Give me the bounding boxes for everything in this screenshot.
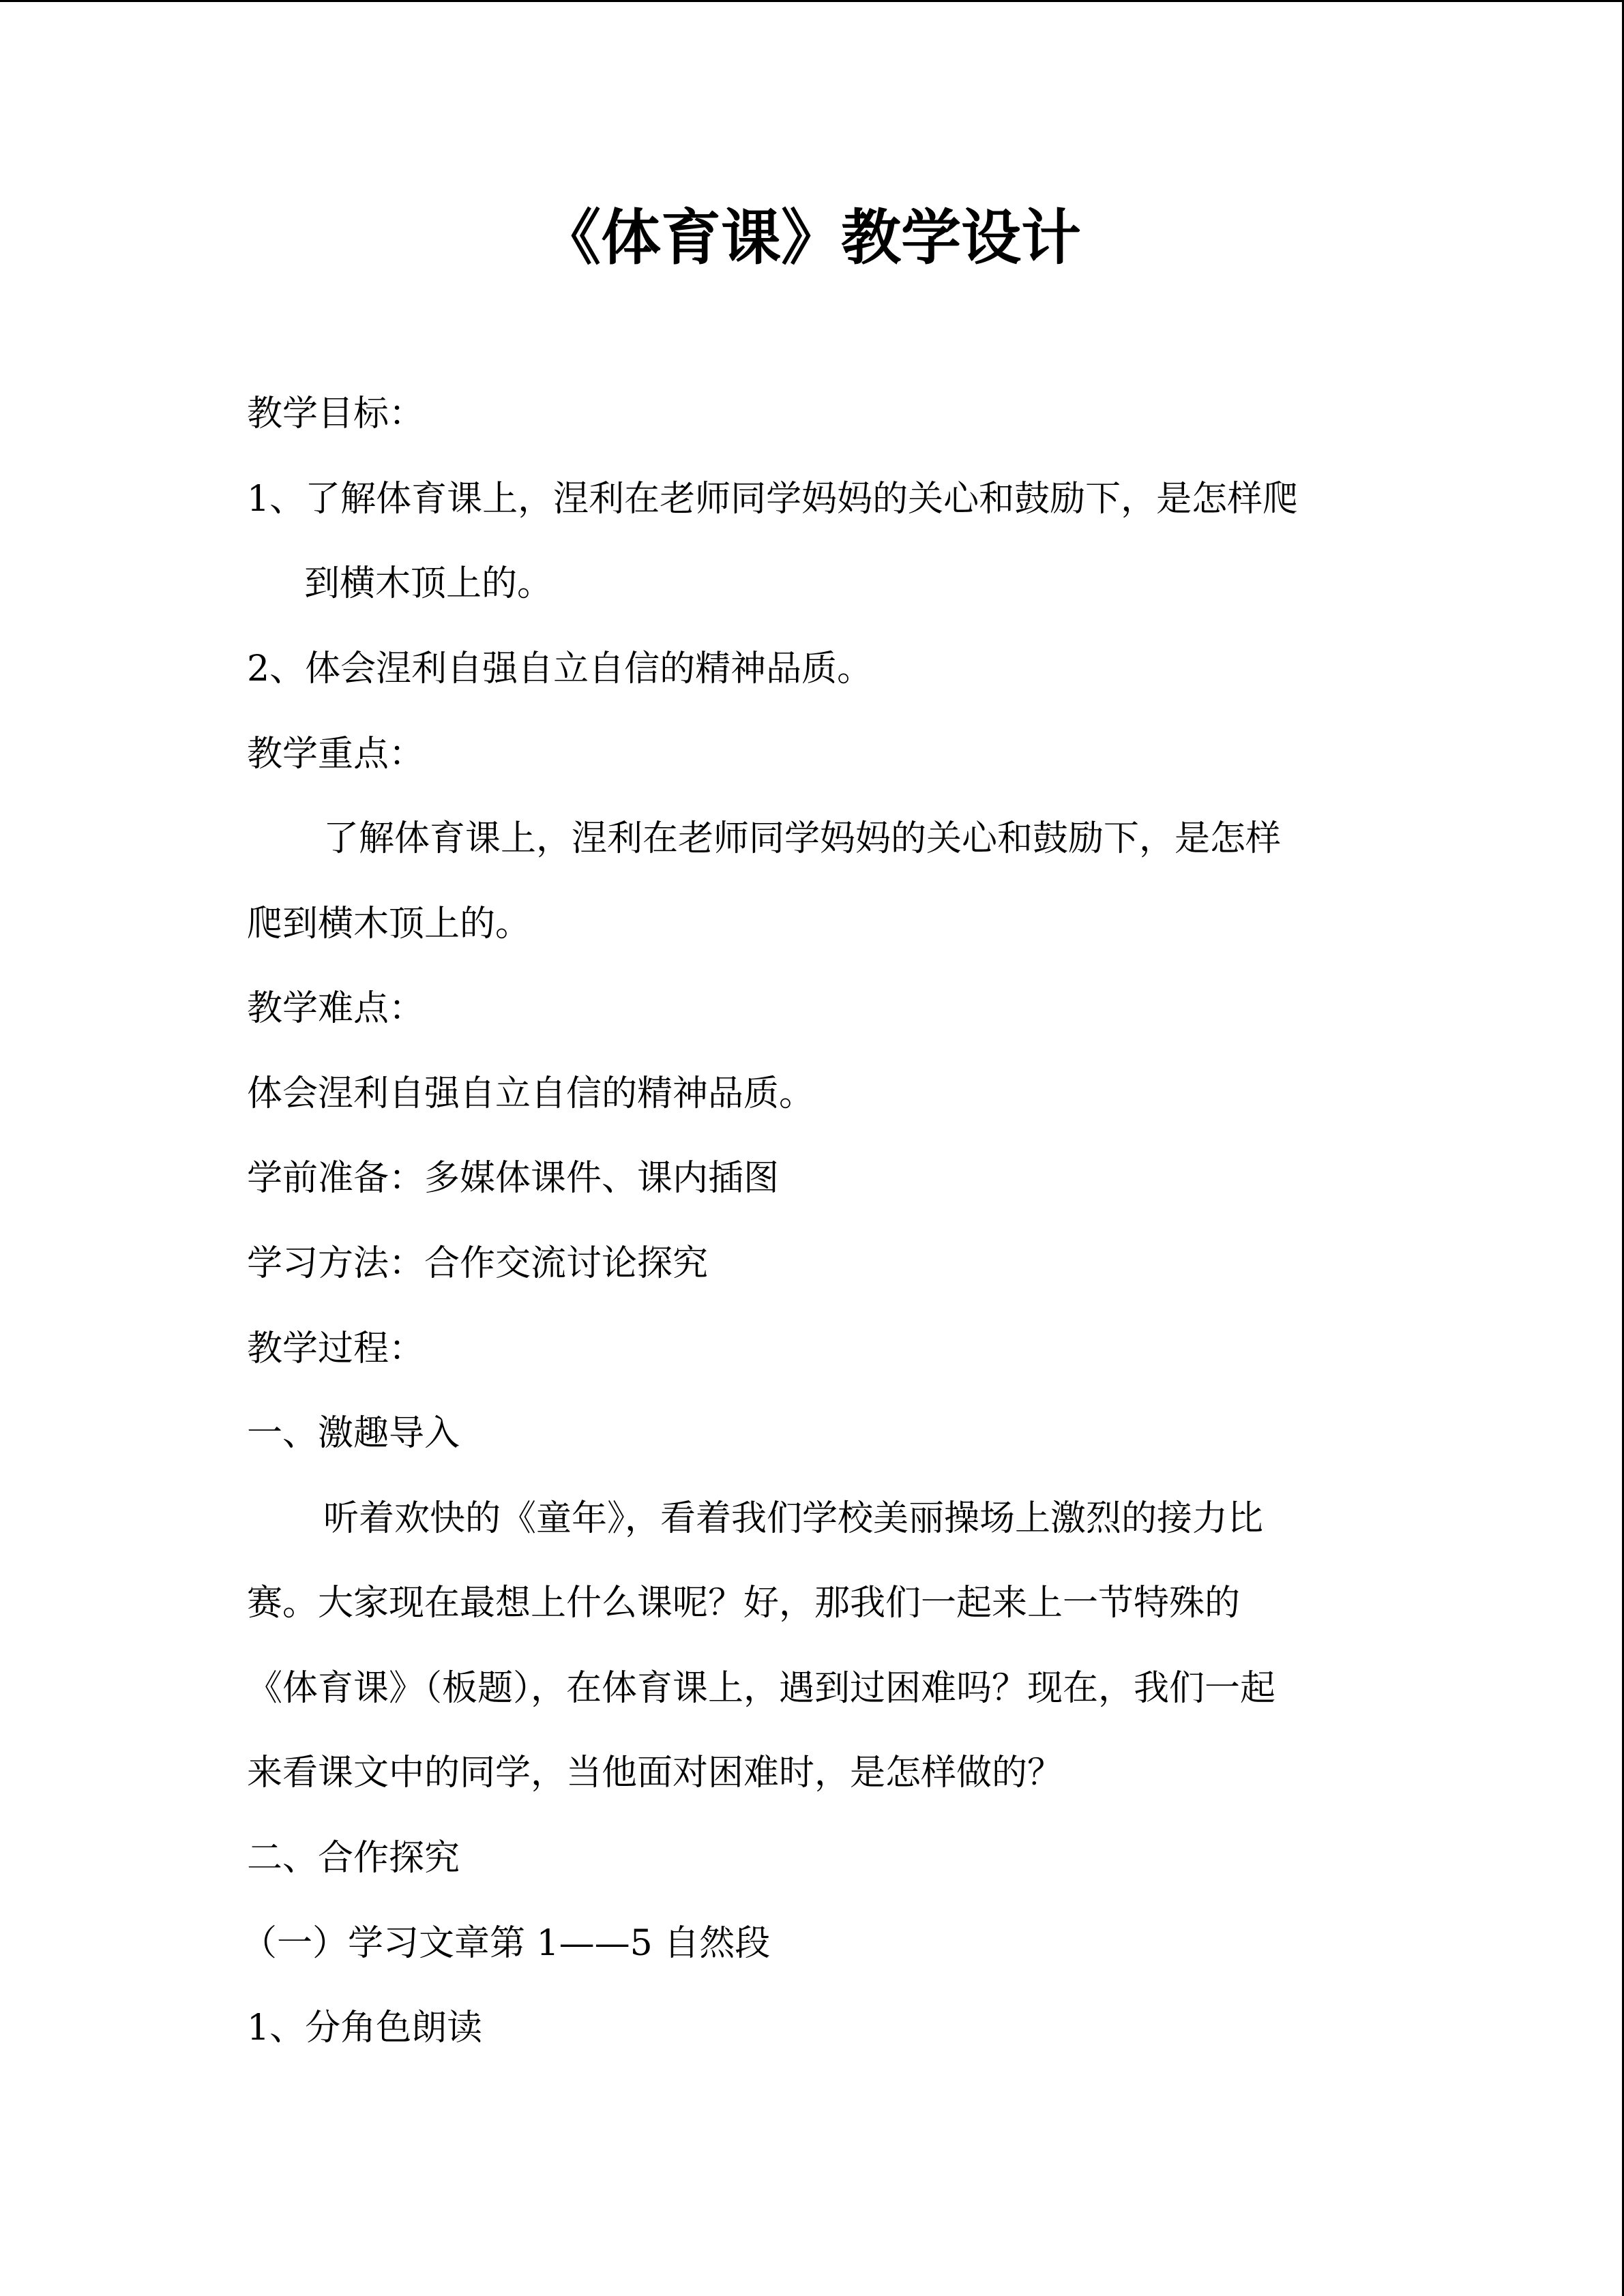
intro-paragraph-line-3: 《体育课》（板题），在体育课上，遇到过困难吗？现在，我们一起 <box>247 1668 1276 1709</box>
heading-teaching-goals: 教学目标： <box>247 393 425 434</box>
document-title: 《体育课》教学设计 <box>540 202 1081 273</box>
subsection-1-heading: （一）学习文章第 1——5 自然段 <box>241 1923 771 1964</box>
learning-method-text: 学习方法：合作交流讨论探究 <box>247 1243 709 1284</box>
intro-paragraph-line-1: 听着欢快的《童年》，看着我们学校美丽操场上激烈的接力比 <box>323 1498 1264 1539</box>
key-points-line-1: 了解体育课上，涅利在老师同学妈妈的关心和鼓励下，是怎样 <box>323 818 1282 859</box>
heading-key-points: 教学重点： <box>247 734 425 775</box>
intro-paragraph-line-2: 赛。大家现在最想上什么课呢？好，那我们一起来上一节特殊的 <box>247 1583 1241 1624</box>
step-1-text: 1、分角色朗读 <box>247 2008 483 2048</box>
preparation-text: 学前准备：多媒体课件、课内插图 <box>247 1158 780 1199</box>
goal-1-line-2: 到横木顶上的。 <box>304 563 553 604</box>
goal-1-line-1: 1、了解体育课上，涅利在老师同学妈妈的关心和鼓励下，是怎样爬 <box>247 479 1299 520</box>
goal-2: 2、体会涅利自强自立自信的精神品质。 <box>247 648 873 689</box>
heading-teaching-process: 教学过程： <box>247 1328 425 1369</box>
difficulties-text: 体会涅利自强自立自信的精神品质。 <box>247 1073 815 1114</box>
heading-difficulties: 教学难点： <box>247 988 425 1029</box>
section-1-heading: 一、激趣导入 <box>247 1413 460 1454</box>
key-points-line-2: 爬到横木顶上的。 <box>247 904 531 944</box>
section-2-heading: 二、合作探究 <box>247 1838 460 1879</box>
intro-paragraph-line-4: 来看课文中的同学，当他面对困难时，是怎样做的？ <box>247 1753 1063 1793</box>
